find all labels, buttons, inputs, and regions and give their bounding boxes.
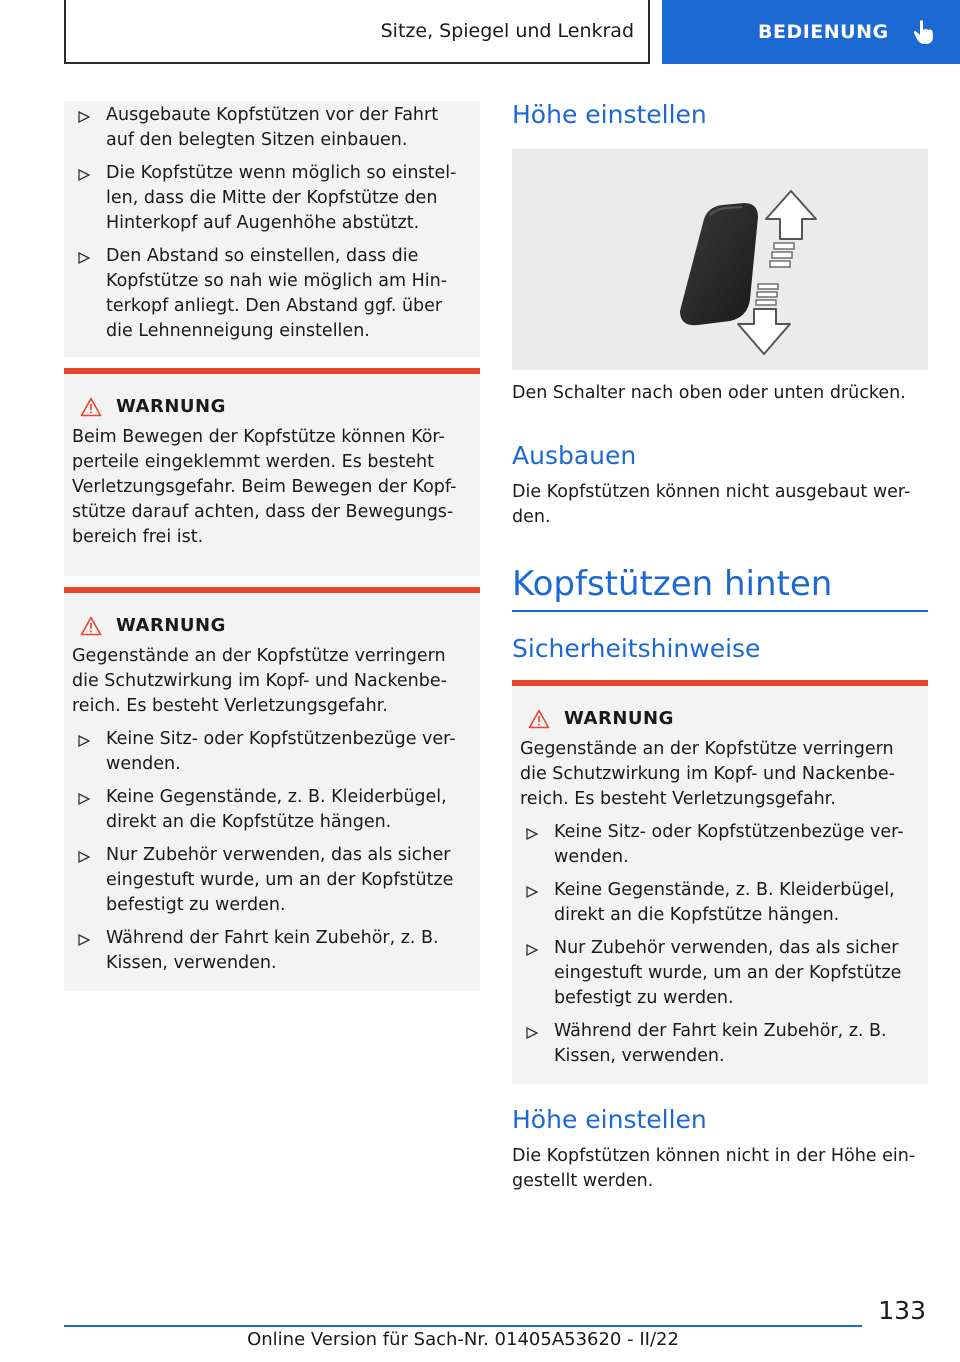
- hand-pointer-icon: [913, 19, 935, 45]
- remove-heading: Ausbauen: [512, 441, 637, 470]
- list-item: Nur Zubehör verwenden, das als sicher eingestuft wurde, um an der Kopfstütze befestigt zu werden.: [512, 936, 914, 1011]
- warning-text: Gegenstände an der Kopfstütze verringern die Schutzwirkung im Kopf- und Nackenbe-reich. Es besteht Verletzungsgefahr.: [72, 646, 447, 716]
- warning-triangle-icon: [80, 397, 102, 417]
- warning-box-1: [64, 368, 480, 576]
- triangle-bullet-icon: [526, 1027, 538, 1039]
- triangle-bullet-icon: [526, 828, 538, 840]
- page-number: 133: [878, 1296, 926, 1325]
- warning-text: Gegenstände an der Kopfstütze verringern die Schutzwirkung im Kopf- und Nackenbe-reich. Es besteht Verletzungsgefahr.: [520, 739, 895, 809]
- warning-box-3: [512, 680, 928, 1084]
- triangle-bullet-icon: [526, 944, 538, 956]
- warning-text: Beim Bewegen der Kopfstütze können Kör-perteile eingeklemmt werden. Es besteht Verletzungsgefahr. Beim Bewegen der Kopf-stütze darauf achten, dass der Bewegungs-bereich frei ist.: [72, 427, 457, 547]
- warning-title: WARNUNG: [564, 708, 674, 729]
- triangle-bullet-icon: [78, 252, 90, 264]
- list-item: Keine Sitz- oder Kopfstützenbezüge ver-wenden.: [64, 727, 466, 777]
- chapter-title: Sitze, Spiegel und Lenkrad: [380, 20, 634, 42]
- intro-list: [64, 101, 480, 344]
- section-title: BEDIENUNG: [758, 21, 889, 43]
- headrest-switch-illustration-icon: [512, 149, 928, 370]
- warning-header: [80, 396, 480, 417]
- warning-bar: [512, 680, 928, 686]
- list-item: Ausgebaute Kopfstützen vor der Fahrt auf den belegten Sitzen einbauen.: [64, 103, 466, 153]
- headrest-switch-figure: [512, 149, 928, 370]
- list-item: Während der Fahrt kein Zubehör, z. B. Kissen, verwenden.: [512, 1019, 914, 1069]
- warning-box-2: [64, 587, 480, 991]
- chapter-title-box: [64, 0, 650, 64]
- warning-title: WARNUNG: [116, 396, 226, 417]
- triangle-bullet-icon: [526, 886, 538, 898]
- footer-rule: [64, 1325, 862, 1327]
- warning-list: [512, 820, 928, 1069]
- rear-headrests-heading: Kopfstützen hinten: [512, 564, 833, 604]
- list-item: Nur Zubehör verwenden, das als sicher eingestuft wurde, um an der Kopfstütze befestigt zu werden.: [64, 843, 466, 918]
- triangle-bullet-icon: [78, 851, 90, 863]
- rear-height-text: Die Kopfstützen können nicht in der Höhe ein-gestellt werden.: [512, 1146, 916, 1191]
- list-item: Keine Gegenstände, z. B. Kleiderbügel, direkt an die Kopfstütze hängen.: [64, 785, 466, 835]
- warning-title: WARNUNG: [116, 615, 226, 636]
- safety-heading: Sicherheitshinweise: [512, 634, 761, 663]
- rear-height-heading: Höhe einstellen: [512, 1105, 707, 1134]
- triangle-bullet-icon: [78, 934, 90, 946]
- warning-header: [80, 615, 480, 636]
- intro-list-box: [64, 101, 480, 357]
- height-heading: Höhe einstellen: [512, 100, 707, 129]
- triangle-bullet-icon: [78, 169, 90, 181]
- online-version-note: Online Version für Sach-Nr. 01405A53620 - II/22: [247, 1329, 679, 1350]
- heading-rule: [512, 610, 928, 612]
- remove-text: Die Kopfstützen können nicht ausgebaut wer-den.: [512, 482, 911, 527]
- list-item: Die Kopfstütze wenn möglich so einstel-len, dass die Mitte der Kopfstütze den Hinterkopf auf Augenhöhe abstützt.: [64, 161, 466, 236]
- triangle-bullet-icon: [78, 735, 90, 747]
- list-item: Den Abstand so einstellen, dass die Kopfstütze so nah wie möglich am Hin-terkopf anliegt. Den Abstand ggf. über die Lehnenneigung einstellen.: [64, 244, 466, 344]
- warning-list: [64, 727, 480, 976]
- section-tab[interactable]: [662, 0, 960, 64]
- warning-header: [528, 708, 928, 729]
- triangle-bullet-icon: [78, 793, 90, 805]
- figure-caption: Den Schalter nach oben oder unten drücken.: [512, 383, 906, 403]
- triangle-bullet-icon: [78, 111, 90, 123]
- warning-bar: [64, 587, 480, 593]
- warning-triangle-icon: [80, 616, 102, 636]
- list-item: Keine Sitz- oder Kopfstützenbezüge ver-wenden.: [512, 820, 914, 870]
- list-item: Keine Gegenstände, z. B. Kleiderbügel, direkt an die Kopfstütze hängen.: [512, 878, 914, 928]
- list-item: Während der Fahrt kein Zubehör, z. B. Kissen, verwenden.: [64, 926, 466, 976]
- warning-triangle-icon: [528, 709, 550, 729]
- warning-bar: [64, 368, 480, 374]
